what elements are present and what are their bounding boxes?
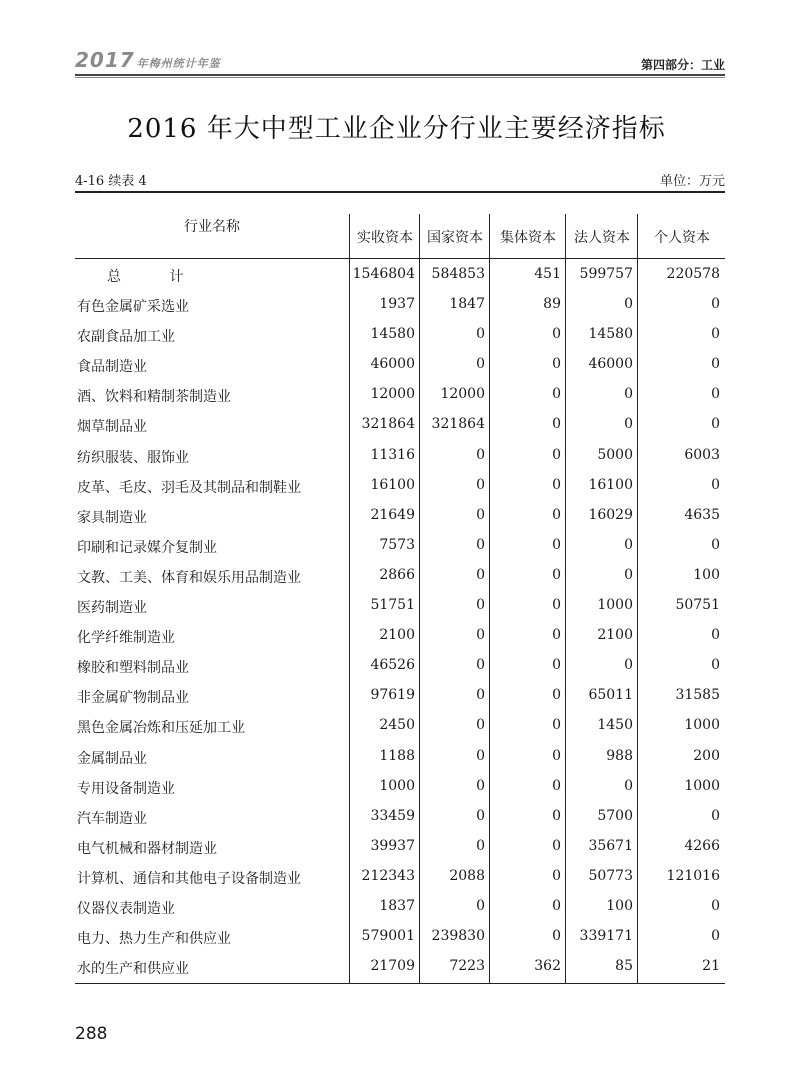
- value-cell: 0: [552, 446, 561, 463]
- industry-name: 计算机、通信和其他电子设备制造业: [77, 870, 301, 887]
- table-row: [75, 894, 725, 924]
- value-cell: 0: [711, 807, 720, 824]
- value-cell: 6003: [684, 446, 720, 463]
- value-cell: 1000: [379, 777, 415, 794]
- table-row: [75, 473, 725, 503]
- value-cell: 51751: [370, 597, 415, 614]
- value-cell: 0: [552, 807, 561, 824]
- value-cell: 39937: [370, 837, 415, 854]
- value-cell: 2088: [449, 867, 485, 884]
- header-industry-name: 行业名称: [184, 219, 240, 235]
- value-cell: 0: [624, 296, 633, 313]
- value-cell: 0: [476, 717, 485, 734]
- table-row: [75, 503, 725, 533]
- value-cell: 50751: [675, 597, 720, 614]
- industry-name: 黑色金属冶炼和压延加工业: [77, 720, 245, 737]
- table-row: [75, 683, 725, 713]
- value-cell: 2100: [597, 627, 633, 644]
- value-cell: 0: [476, 837, 485, 854]
- table-row: [75, 623, 725, 653]
- value-cell: 0: [711, 627, 720, 644]
- value-cell: 21709: [370, 958, 415, 975]
- table-row: [75, 954, 725, 984]
- value-cell: 0: [476, 356, 485, 373]
- value-cell: 0: [476, 747, 485, 764]
- table-row: [75, 834, 725, 864]
- value-cell: 0: [476, 446, 485, 463]
- value-cell: 46000: [588, 356, 633, 373]
- value-cell: 89: [543, 296, 561, 313]
- value-cell: 0: [476, 657, 485, 674]
- table-number: 4-16 续表 4: [75, 174, 147, 189]
- industry-name: 农副食品加工业: [77, 329, 175, 346]
- table-row: [75, 774, 725, 804]
- value-cell: 4266: [684, 837, 720, 854]
- industry-name: 医药制造业: [77, 600, 147, 617]
- header-collective-capital: 集体资本: [489, 214, 566, 258]
- industry-name: 专用设备制造业: [77, 780, 175, 797]
- value-cell: 0: [552, 687, 561, 704]
- table-row: [75, 412, 725, 442]
- value-cell: 0: [476, 476, 485, 493]
- value-cell: 1937: [379, 296, 415, 313]
- value-cell: 0: [552, 657, 561, 674]
- value-cell: 7223: [449, 958, 485, 975]
- value-cell: 2450: [379, 717, 415, 734]
- header-state-capital: 国家资本: [419, 214, 490, 258]
- value-cell: 212343: [361, 867, 415, 884]
- value-cell: 0: [476, 506, 485, 523]
- industry-name: 仪器仪表制造业: [77, 900, 175, 917]
- value-cell: 16100: [588, 476, 633, 493]
- value-cell: 5000: [597, 446, 633, 463]
- value-cell: 0: [476, 807, 485, 824]
- value-cell: 65011: [588, 687, 633, 704]
- industry-name: 电力、热力生产和供应业: [77, 931, 231, 948]
- value-cell: 339171: [579, 928, 633, 945]
- value-cell: 16100: [370, 476, 415, 493]
- value-cell: 0: [476, 687, 485, 704]
- value-cell: 599757: [579, 266, 633, 282]
- value-cell: 0: [476, 777, 485, 794]
- table-row: [75, 322, 725, 352]
- table-row: [75, 382, 725, 412]
- value-cell: 362: [534, 958, 561, 975]
- header-rule-thin: [75, 77, 725, 78]
- value-cell: 1450: [597, 717, 633, 734]
- value-cell: 4635: [684, 506, 720, 523]
- value-cell: 33459: [370, 807, 415, 824]
- value-cell: 21: [702, 958, 720, 975]
- value-cell: 0: [552, 717, 561, 734]
- industry-name: 非金属矿物制品业: [77, 690, 189, 707]
- value-cell: 0: [552, 386, 561, 403]
- value-cell: 0: [552, 747, 561, 764]
- value-cell: 0: [711, 416, 720, 433]
- value-cell: 21649: [370, 506, 415, 523]
- value-cell: 0: [711, 897, 720, 914]
- value-cell: 0: [552, 476, 561, 493]
- value-cell: 0: [552, 566, 561, 583]
- industry-name: 水的生产和供应业: [77, 961, 189, 978]
- value-cell: 50773: [588, 867, 633, 884]
- value-cell: 14580: [370, 326, 415, 343]
- value-cell: 200: [693, 747, 720, 764]
- industry-name: 文教、工美、体育和娱乐用品制造业: [77, 569, 301, 586]
- value-cell: 35671: [588, 837, 633, 854]
- table-row: [75, 864, 725, 894]
- industry-name: 印刷和记录媒介复制业: [77, 539, 217, 556]
- table-row: [75, 713, 725, 743]
- table-header: [75, 214, 725, 259]
- industry-name: 总 计: [107, 269, 206, 285]
- value-cell: 0: [711, 386, 720, 403]
- value-cell: 1000: [684, 717, 720, 734]
- value-cell: 12000: [440, 386, 485, 403]
- value-cell: 11316: [370, 446, 415, 463]
- industry-name: 食品制造业: [77, 359, 147, 376]
- industry-name: 化学纤维制造业: [77, 630, 175, 647]
- industry-name: 皮革、毛皮、羽毛及其制品和制鞋业: [77, 479, 301, 496]
- yearbook-logo: [75, 48, 221, 72]
- header-personal-capital: 个人资本: [637, 214, 726, 258]
- value-cell: 0: [552, 867, 561, 884]
- value-cell: 31585: [675, 687, 720, 704]
- industry-name: 纺织服装、服饰业: [77, 449, 189, 466]
- industry-name: 橡胶和塑料制品业: [77, 660, 189, 677]
- value-cell: 0: [711, 657, 720, 674]
- value-cell: 16029: [588, 506, 633, 523]
- value-cell: 46526: [370, 657, 415, 674]
- table-row-total: [75, 262, 725, 292]
- value-cell: 579001: [361, 928, 415, 945]
- value-cell: 0: [711, 928, 720, 945]
- value-cell: 0: [711, 356, 720, 373]
- value-cell: 0: [552, 416, 561, 433]
- header-rule: [75, 74, 725, 76]
- section-label: 第四部分：工业: [640, 58, 725, 72]
- value-cell: 0: [711, 476, 720, 493]
- value-cell: 14580: [588, 326, 633, 343]
- value-cell: 0: [476, 536, 485, 553]
- industry-name: 电气机械和器材制造业: [77, 840, 217, 857]
- value-cell: 0: [552, 536, 561, 553]
- value-cell: 46000: [370, 356, 415, 373]
- table-row: [75, 292, 725, 322]
- value-cell: 1188: [379, 747, 415, 764]
- value-cell: 1000: [684, 777, 720, 794]
- table-row: [75, 563, 725, 593]
- value-cell: 0: [711, 536, 720, 553]
- value-cell: 451: [534, 266, 561, 282]
- value-cell: 1000: [597, 597, 633, 614]
- value-cell: 988: [606, 747, 633, 764]
- value-cell: 321864: [361, 416, 415, 433]
- table-row: [75, 924, 725, 954]
- table-row: [75, 352, 725, 382]
- value-cell: 321864: [431, 416, 485, 433]
- value-cell: 0: [624, 416, 633, 433]
- table-body: [75, 262, 725, 984]
- value-cell: 0: [476, 897, 485, 914]
- table-row: [75, 804, 725, 834]
- industry-name: 汽车制造业: [77, 810, 147, 827]
- industry-name: 家具制造业: [77, 509, 147, 526]
- value-cell: 0: [552, 597, 561, 614]
- value-cell: 100: [606, 897, 633, 914]
- value-cell: 1546804: [352, 266, 415, 282]
- value-cell: 0: [552, 326, 561, 343]
- table-row: [75, 744, 725, 774]
- value-cell: 0: [552, 777, 561, 794]
- value-cell: 0: [476, 597, 485, 614]
- value-cell: 7573: [379, 536, 415, 553]
- value-cell: 0: [552, 897, 561, 914]
- table-row: [75, 593, 725, 623]
- value-cell: 121016: [666, 867, 720, 884]
- value-cell: 0: [552, 506, 561, 523]
- value-cell: 2100: [379, 627, 415, 644]
- page-header: [75, 44, 725, 74]
- table-row: [75, 653, 725, 683]
- value-cell: 220578: [666, 266, 720, 282]
- value-cell: 0: [711, 326, 720, 343]
- logo-name: 年梅州统计年鉴: [136, 57, 221, 70]
- value-cell: 0: [624, 536, 633, 553]
- value-cell: 0: [476, 627, 485, 644]
- value-cell: 100: [693, 566, 720, 583]
- value-cell: 97619: [370, 687, 415, 704]
- value-cell: 0: [552, 356, 561, 373]
- value-cell: 584853: [431, 266, 485, 282]
- table-row: [75, 443, 725, 473]
- value-cell: 0: [624, 386, 633, 403]
- unit-label: 单位：万元: [659, 174, 725, 189]
- page-number: 288: [75, 1024, 108, 1044]
- value-cell: 0: [476, 566, 485, 583]
- value-cell: 0: [552, 928, 561, 945]
- header-legal-person-capital: 法人资本: [565, 214, 638, 258]
- value-cell: 2866: [379, 566, 415, 583]
- value-cell: 239830: [431, 928, 485, 945]
- value-cell: 5700: [597, 807, 633, 824]
- industry-name: 金属制品业: [77, 750, 147, 767]
- value-cell: 0: [624, 777, 633, 794]
- table-row: [75, 533, 725, 563]
- value-cell: 0: [711, 296, 720, 313]
- logo-year: 2017: [75, 48, 135, 72]
- header-paid-in-capital: 实收资本: [349, 214, 420, 258]
- page-title: 2016 年大中型工业企业分行业主要经济指标: [127, 114, 666, 144]
- value-cell: 1847: [449, 296, 485, 313]
- value-cell: 0: [552, 627, 561, 644]
- industry-name: 酒、饮料和精制茶制造业: [77, 389, 231, 406]
- data-table: [75, 191, 725, 984]
- value-cell: 12000: [370, 386, 415, 403]
- value-cell: 0: [552, 837, 561, 854]
- industry-name: 有色金属矿采选业: [77, 299, 189, 316]
- value-cell: 0: [624, 566, 633, 583]
- value-cell: 0: [476, 326, 485, 343]
- value-cell: 0: [624, 657, 633, 674]
- value-cell: 85: [615, 958, 633, 975]
- value-cell: 1837: [379, 897, 415, 914]
- industry-name: 烟草制品业: [77, 419, 147, 436]
